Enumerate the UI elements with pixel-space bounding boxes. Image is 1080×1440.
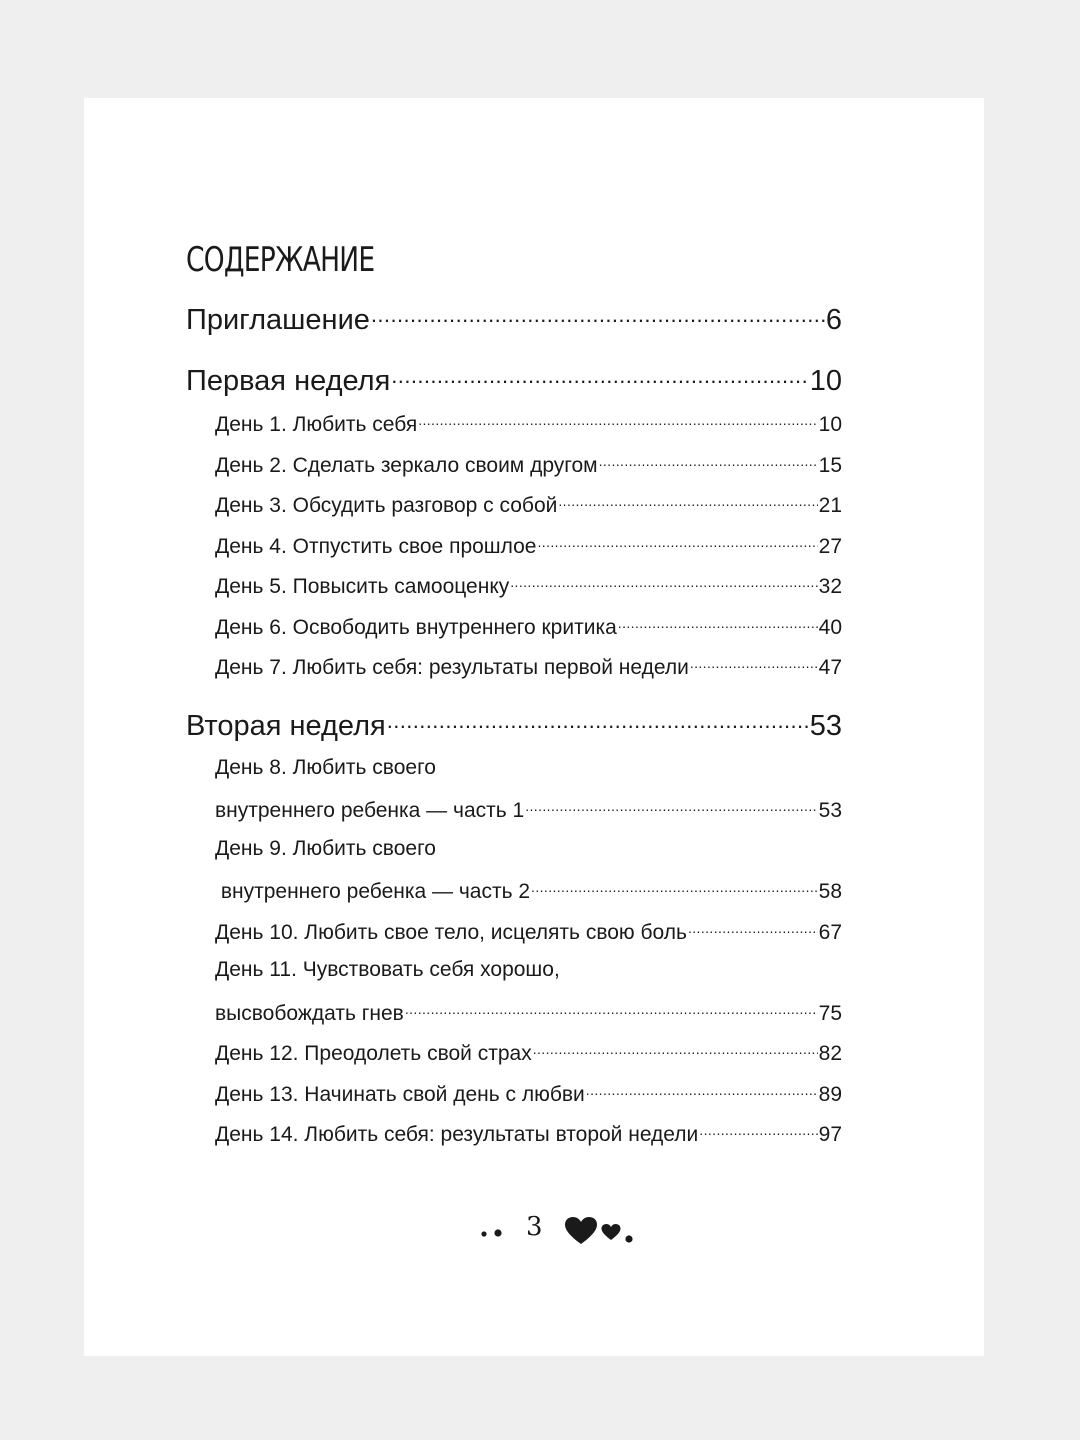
toc-entry-day-9: внутреннего ребенка — часть 2 ..... 58 — [215, 877, 842, 904]
toc-entry-week-2: Вторая неделя ..... 53 — [186, 706, 842, 743]
toc-entry-week-1: Первая неделя ..... 10 — [186, 361, 842, 398]
toc-entry-day-14: День 14. Любить себя: результаты второй недели ..... 97 — [215, 1120, 842, 1147]
toc-entry-day-7: День 7. Любить себя: результаты первой недели ..... 47 — [215, 653, 842, 680]
toc-entry-day-8: внутреннего ребенка — часть 1 ..... 53 — [215, 796, 842, 823]
toc-entry-invitation: Приглашение ..... 6 — [186, 300, 842, 337]
dot-icon — [494, 1229, 501, 1236]
dot-icon — [625, 1235, 632, 1242]
page-folio — [474, 1208, 654, 1258]
book-page — [84, 98, 984, 1356]
small-heart-icon — [602, 1224, 621, 1240]
heart-icon — [565, 1217, 597, 1244]
toc-entry-day-9-line1: День 9. Любить своего — [215, 837, 436, 860]
table-of-contents — [84, 98, 984, 1198]
toc-entry-day-6: День 6. Освободить внутреннего критика ..... 40 — [215, 613, 842, 640]
toc-entry-day-3: День 3. Обсудить разговор с собой ..... 21 — [215, 491, 842, 518]
folio-ornament — [474, 1208, 654, 1258]
toc-entry-day-4: День 4. Отпустить свое прошлое ..... 27 — [215, 532, 842, 559]
toc-entry-day-11: высвобождать гнев ..... 75 — [215, 999, 842, 1026]
toc-entry-day-1: День 1. Любить себя ..... 10 — [215, 410, 842, 437]
small-dot-icon — [481, 1231, 486, 1236]
toc-entry-day-8-line1: День 8. Любить своего — [215, 756, 436, 779]
contents-heading: СОДЕРЖАНИЕ — [186, 240, 375, 280]
page-number: 3 — [526, 1212, 543, 1242]
toc-entry-day-5: День 5. Повысить самооценку ..... 32 — [215, 572, 842, 599]
toc-entry-day-13: День 13. Начинать свой день с любви ..... 89 — [215, 1080, 842, 1107]
toc-entry-day-10: День 10. Любить свое тело, исцелять свою боль ..... 67 — [215, 918, 842, 945]
toc-entry-day-12: День 12. Преодолеть свой страх ..... 82 — [215, 1039, 842, 1066]
toc-entry-day-11-line1: День 11. Чувствовать себя хорошо, — [215, 958, 560, 981]
toc-entry-day-2: День 2. Сделать зеркало своим другом ..... 15 — [215, 451, 842, 478]
